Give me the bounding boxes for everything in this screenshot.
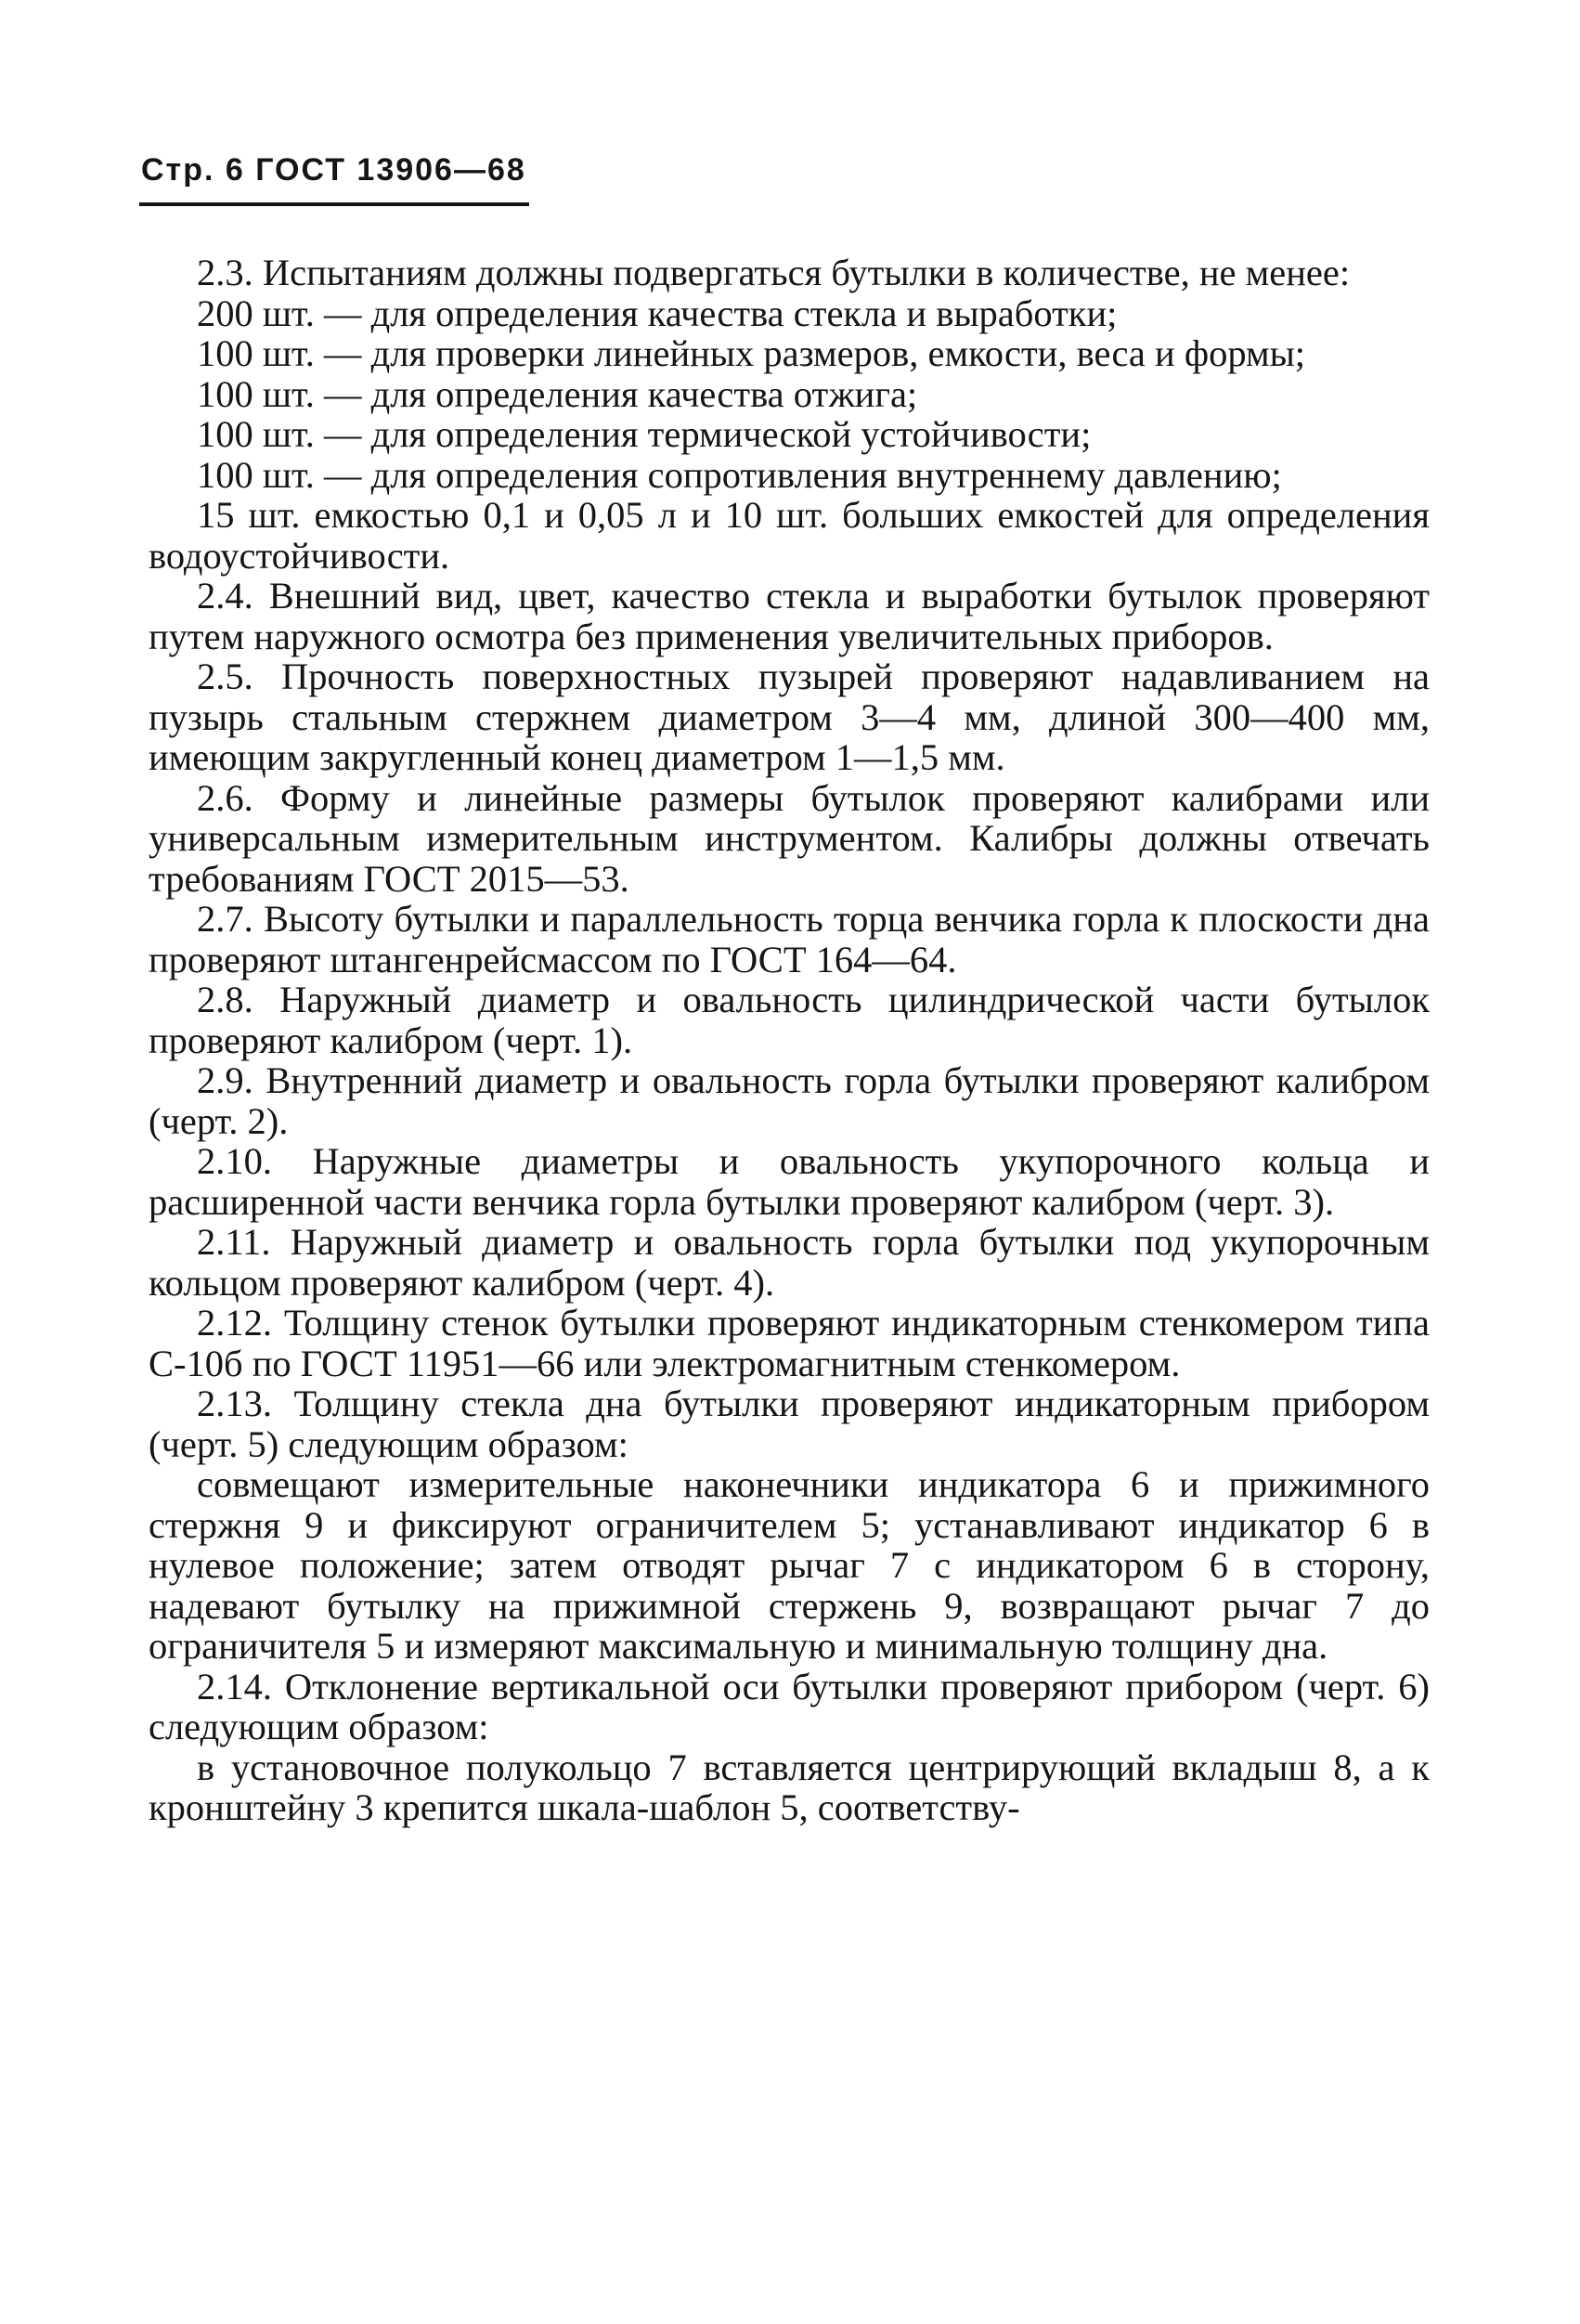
paragraph-2-14-procedure: в установочное полукольцо 7 вставляется центрирующий вкладыш 8, а к кронштейну 3 крепится шкала-шаблон 5, соответству- (149, 1746, 1430, 1828)
list-item-100-pressure: 100 шт. — для определения сопротивления внутреннему давлению; (197, 453, 1282, 496)
paragraph-2-6: 2.6. Форму и линейные размеры бутылок проверяют калибрами или универсальным измерительным инструментом. Калибры должны отвечать требованиям ГОСТ 2015—53. (149, 776, 1430, 900)
list-item-100-annealing: 100 шт. — для определения качества отжига; (197, 372, 918, 415)
header-rule (139, 202, 529, 206)
paragraph-2-10: 2.10. Наружные диаметры и овальность укупорочного кольца и расширенной части венчика горла бутылки проверяют калибром (черт. 3). (149, 1140, 1430, 1223)
paragraph-2-4: 2.4. Внешний вид, цвет, качество стекла и выработки бутылок проверяют путем наружного осмотра без применения увеличительных приборов. (149, 575, 1430, 657)
paragraph-2-11: 2.11. Наружный диаметр и овальность горла бутылки под укупорочным кольцом проверяют калибром (черт. 4). (149, 1221, 1430, 1304)
paragraph-2-5: 2.5. Прочность поверхностных пузырей проверяют надавливанием на пузырь стальным стержнем диаметром 3—4 мм, длиной 300—400 мм, имеющим закругленный конец диаметром 1—1,5 мм. (149, 656, 1430, 778)
paragraph-2-13-procedure: совмещают измерительные наконечники индикатора 6 и прижимного стержня 9 и фиксируют ограничителем 5; устанавливают индикатор 6 в нулевое положение; затем отводят рычаг 7 с индикатором 6 в сторону, надевают бутылку на прижимной стержень 9, возвращают рычаг 7 до ограничителя 5 и измеряют максимальную и минимальную толщину дна. (149, 1463, 1430, 1667)
list-item-100-sizes: 100 шт. — для проверки линейных размеров, емкости, веса и формы; (197, 332, 1306, 374)
paragraph-2-12: 2.12. Толщину стенок бутылки проверяют индикаторным стенкомером типа С-10б по ГОСТ 11951—66 или электромагнитным стенкомером. (149, 1302, 1430, 1384)
list-item-15-water: 15 шт. емкостью 0,1 и 0,05 л и 10 шт. больших емкостей для определения водоустойчивости. (149, 494, 1430, 577)
paragraph-2-7: 2.7. Высоту бутылки и параллельность торца венчика горла к плоскости дна проверяют штангенрейсмассом по ГОСТ 164—64. (149, 898, 1430, 980)
list-item-100-thermal: 100 шт. — для определения термической устойчивости; (197, 413, 1092, 455)
document-body (149, 253, 1430, 1828)
paragraph-2-8: 2.8. Наружный диаметр и овальность цилиндрической части бутылок проверяют калибром (черт. 1). (149, 979, 1430, 1061)
paragraph-2-13: 2.13. Толщину стекла дна бутылки проверяют индикаторным прибором (черт. 5) следующим образом: (149, 1383, 1430, 1465)
paragraph-2-14: 2.14. Отклонение вертикальной оси бутылки проверяют прибором (черт. 6) следующим образом: (149, 1665, 1430, 1747)
page-header: Стр. 6 ГОСТ 13906—68 (141, 152, 526, 188)
list-item-200: 200 шт. — для определения качества стекла и выработки; (197, 292, 1118, 334)
paragraph-2-3: 2.3. Испытаниям должны подвергаться бутылки в количестве, не менее: (197, 252, 1351, 293)
paragraph-2-9: 2.9. Внутренний диаметр и овальность горла бутылки проверяют калибром (черт. 2). (149, 1059, 1430, 1142)
